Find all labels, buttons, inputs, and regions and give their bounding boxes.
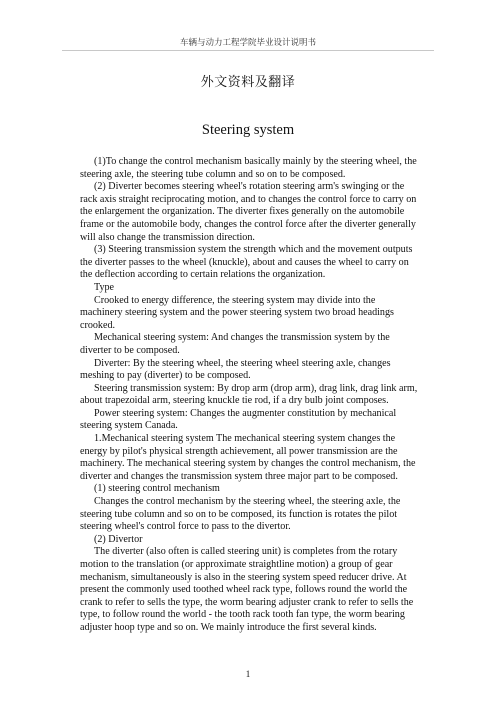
paper-title: Steering system bbox=[201, 122, 295, 138]
paragraph: Power steering system: Changes the augmenter constitution by mechanical steering system Canada. bbox=[80, 407, 397, 432]
running-header: 车辆与动力工程学院毕业设计说明书 bbox=[179, 38, 316, 48]
paragraph: Mechanical steering system: And changes the transmission system by the diverter to be composed. bbox=[80, 332, 390, 356]
paragraph: Steering transmission system: By drop arm (drop arm), drag link, drag link arm, about trapezoidal arm, steering knuckle tie rod, if a dry bulb joint composes. bbox=[80, 382, 418, 407]
section-heading-type: Type bbox=[94, 281, 115, 293]
document-title: 外文资料及翻译 bbox=[200, 75, 296, 90]
paragraph: 1.Mechanical steering system The mechanical steering system changes the energy by pilot's physical strength achievement, all power transmission are the machinery. The mechanical steering system by changes the control mechanism, the diverter and changes the transmission system three major part to be composed. bbox=[80, 433, 416, 482]
paragraph: Changes the control mechanism by the steering wheel, the steering axle, the steering tube column and so on to be composed, its function is rotates the pilot steering wheel's control force to pass to the divertor. bbox=[80, 496, 401, 533]
body-text bbox=[80, 156, 419, 635]
paragraph: (3) Steering transmission system the strength which and the movement outputs the diverter passes to the wheel (knuckle), about and causes the wheel to carry on the deflection according to certain relations the organization. bbox=[80, 244, 413, 281]
subheading-steering-control: (1) steering control mechanism bbox=[94, 483, 220, 495]
header-divider bbox=[62, 50, 434, 51]
paragraph: (2) Diverter becomes steering wheel's rotation steering arm's swinging or the rack axis straight reciprocating motion, and to changes the control force to carry on the enlargement the organization. The diverter fixes generally on the automobile frame or the automobile body, changes the control force after the diverter generally will also change the transmission direction. bbox=[80, 181, 417, 243]
paragraph: Crooked to energy difference, the steering system may divide into the machinery steering system and the power steering system two broad headings crooked. bbox=[80, 294, 394, 331]
page-number: 1 bbox=[245, 669, 251, 679]
paragraph: The diverter (also often is called steering unit) is completes from the rotary motion to the translation (or approximate straightline motion) a group of gear mechanism, simultaneously is also in the steering system speed reducer drive. At present the commonly used toothed wheel rack type, follows round the world the crank to refer to sells the type, the worm bearing adjuster crank to refer to sells the type, to follow round the world - the tooth rack tooth fan type, the worm bearing adjuster hoop type and so on. We mainly introduce the first several kinds. bbox=[80, 546, 414, 633]
paragraph: Diverter: By the steering wheel, the steering wheel steering axle, changes meshing to pay (diverter) to be composed. bbox=[80, 357, 391, 382]
subheading-divertor: (2) Divertor bbox=[94, 533, 143, 545]
paragraph: (1)To change the control mechanism basically mainly by the steering wheel, the steering axle, the steering tube column and so on to be composed. bbox=[80, 156, 417, 180]
